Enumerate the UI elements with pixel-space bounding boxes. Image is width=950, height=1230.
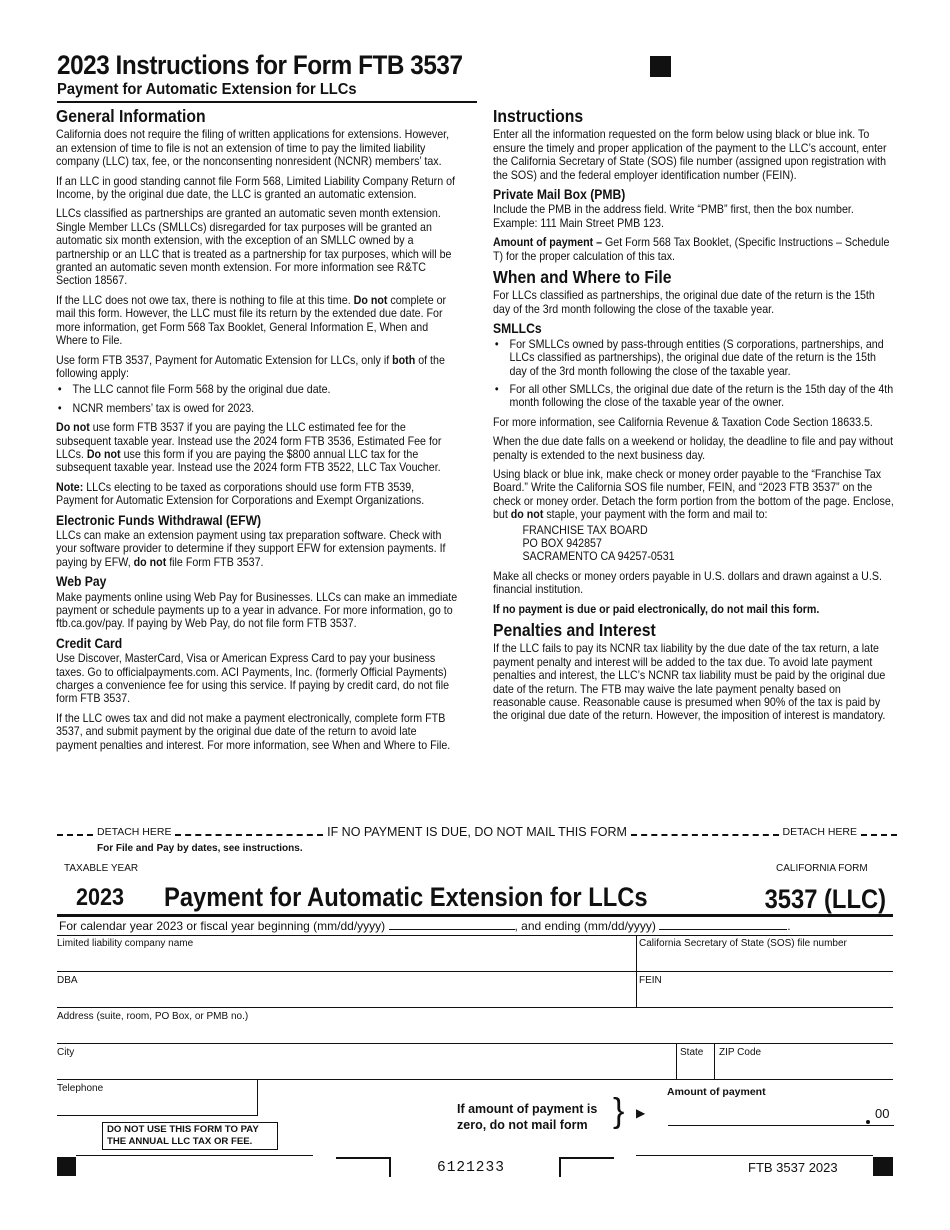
taxable-year-label: TAXABLE YEAR bbox=[64, 863, 139, 874]
checks-text: Make all checks or money orders payable in U.S. dollars and drawn against a U.S. financial institution. bbox=[493, 569, 882, 597]
address-line: PO BOX 942857 bbox=[522, 536, 602, 550]
credit-card-text2: If the LLC owes tax and did not make a payment electronically, complete form FTB 3537, and submit payment by the original due date of the return to avoid late payment penalties and interest. For more information, see When and Where to File. bbox=[56, 711, 451, 752]
general-heading: General Information bbox=[56, 106, 206, 126]
warning-box: DO NOT USE THIS FORM TO PAY THE ANNUAL LLC TAX OR FEE. bbox=[102, 1122, 278, 1150]
general-p5: Use form FTB 3537, Payment for Automatic Extension for LLCs, only if both of the following apply: bbox=[56, 353, 445, 380]
begin-date-field[interactable] bbox=[389, 920, 515, 930]
general-p2: If an LLC in good standing cannot file Form 568, Limited Liability Company Return of Income, by the original due date, the LLC is granted an automatic extension. bbox=[56, 174, 456, 202]
llc-name-field[interactable] bbox=[57, 950, 635, 970]
form-number: 3537 (LLC) bbox=[764, 884, 886, 914]
telephone-field[interactable] bbox=[57, 1094, 256, 1114]
list-item: • NCNR members’ tax is owed for 2023. bbox=[56, 402, 457, 415]
page-title: 2023 Instructions for Form FTB 3537 bbox=[57, 50, 463, 80]
field-rule bbox=[57, 1115, 258, 1116]
dash-segment bbox=[57, 834, 93, 836]
fein-field[interactable] bbox=[638, 986, 893, 1006]
mailing-address bbox=[493, 524, 894, 564]
city-label: City bbox=[57, 1047, 75, 1058]
right-column bbox=[493, 106, 895, 729]
penalties-heading: Penalties and Interest bbox=[493, 620, 656, 640]
field-divider bbox=[714, 1043, 715, 1079]
form-header-rule bbox=[57, 914, 893, 917]
ink-text: Using black or blue ink, make check or money order payable to the “Franchise Tax Board.” Write the California SOS file number, FEIN, and “2023 FTB 3537” on the check or money order. Detach the form portion from the bottom of the page. Enclose, but do not staple, your payment with the form and mail to: bbox=[493, 467, 894, 522]
credit-card-text: Use Discover, MasterCard, Visa or American Express Card to pay your business taxes. Go to officialpayments.com. ACI Payments, Inc. (formerly Official Payments) charges a convenience fee for using this service. If paying by credit card, do not file form FTB 3537. bbox=[56, 652, 450, 706]
field-rule bbox=[57, 971, 893, 972]
address-field[interactable] bbox=[57, 1022, 893, 1042]
zip-field[interactable] bbox=[716, 1058, 893, 1078]
detach-label-left: DETACH HERE bbox=[97, 826, 172, 838]
left-column bbox=[56, 106, 458, 758]
state-field[interactable] bbox=[678, 1058, 714, 1078]
fein-label: FEIN bbox=[639, 975, 662, 986]
page-subtitle: Payment for Automatic Extension for LLCs bbox=[57, 81, 357, 98]
general-p1: California does not require the filing of written applications for extensions. However, an extension of time to file is not an extension of time to pay the limited liability company (LLC) tax, fee, or the nonconsenting nonresident (NCNR) members’ tax. bbox=[56, 128, 450, 169]
dba-field[interactable] bbox=[57, 986, 635, 1006]
efw-heading: Electronic Funds Withdrawal (EFW) bbox=[56, 512, 262, 528]
field-rule bbox=[57, 1079, 893, 1080]
penalties-text: If the LLC fails to pay its NCNR tax liability by the due date of the tax return, a late payment penalty and interest will be added to the tax due. To avoid late payment penalties and interest, the LLC’s NCNR tax liability must be paid by the original due date of the return. The FTB may waive the late payment penalty based on reasonable cause. Reasonable cause is presumed when 90% of the tax is paid by the original due date of the return. However, the imposition of interest is mandatory. bbox=[493, 642, 886, 723]
address-line: FRANCHISE TAX BOARD bbox=[522, 523, 648, 537]
scan-line bbox=[636, 1155, 873, 1156]
general-p3: LLCs classified as partnerships are granted an automatic seven month extension. Single Member LLCs (SMLLCs) disregarded for tax purposes will be granted an automatic six month extension, with the exception of an SMLLC owned by a partnership or an LLC that is treated as a partnership for tax purposes, which will be granted an automatic seven month extension. For more information see R&TC Section 18567. bbox=[56, 207, 452, 288]
registration-mark bbox=[57, 1157, 76, 1176]
dba-label: DBA bbox=[57, 975, 78, 986]
california-form-label: CALIFORNIA FORM bbox=[776, 863, 868, 874]
detach-label-right: DETACH HERE bbox=[782, 826, 857, 838]
instructions-heading: Instructions bbox=[493, 106, 584, 126]
efw-text: LLCs can make an extension payment using tax preparation software. Check with your software provider to determine if they support EFW for extension payments. If paying by EFW, do not file Form FTB 3537. bbox=[56, 528, 446, 569]
when-heading: When and Where to File bbox=[493, 267, 672, 288]
brace-icon: } bbox=[613, 1092, 625, 1130]
amount-label: Amount of payment bbox=[667, 1086, 766, 1098]
list-item: • For all other SMLLCs, the original due date of the return is the 15th day of the 4th month following the close of the taxable year of the owner. bbox=[493, 383, 894, 410]
dash-segment bbox=[631, 834, 779, 836]
scan-bracket bbox=[559, 1157, 614, 1177]
telephone-label: Telephone bbox=[57, 1083, 104, 1094]
field-rule bbox=[57, 935, 893, 936]
title-rule bbox=[57, 101, 477, 103]
list-item: • The LLC cannot file Form 568 by the original due date. bbox=[56, 383, 457, 396]
sos-number-field[interactable] bbox=[638, 950, 893, 970]
pmb-text: Include the PMB in the address field. Write “PMB” first, then the box number. Example: 111 Main Street PMB 123. bbox=[493, 203, 854, 230]
weekend-text: When the due date falls on a weekend or holiday, the deadline to file and pay without penalty is extended to the next business day. bbox=[493, 435, 894, 462]
detach-warning: IF NO PAYMENT IS DUE, DO NOT MAIL THIS FORM bbox=[327, 825, 627, 839]
state-label: State bbox=[680, 1047, 704, 1058]
field-rule bbox=[57, 1007, 893, 1008]
amount-field[interactable] bbox=[668, 1104, 865, 1124]
general-p4: If the LLC does not owe tax, there is nothing to file at this time. Do not complete or mail this form. However, the LLC must file its return by the extended due date. For more information, get Form 568 Tax Booklet, General Information E, When and Where to File. bbox=[56, 293, 447, 348]
address-line: SACRAMENTO CA 94257-0531 bbox=[522, 550, 675, 564]
amount-text: Amount of payment – Get Form 568 Tax Booklet, (Specific Instructions – Schedule T) for the proper calculation of this tax. bbox=[493, 236, 890, 263]
period-label: For calendar year 2023 or fiscal year beginning (mm/dd/yyyy) , and ending (mm/dd/yyyy) . bbox=[59, 919, 791, 933]
form-year: 2023 bbox=[76, 884, 125, 911]
field-divider bbox=[676, 1043, 677, 1079]
smllc-list bbox=[493, 338, 895, 410]
detach-line bbox=[57, 825, 897, 839]
end-date-field[interactable] bbox=[659, 920, 787, 930]
field-rule bbox=[57, 1043, 893, 1044]
credit-card-heading: Credit Card bbox=[56, 635, 123, 651]
registration-mark bbox=[873, 1157, 893, 1176]
file-pay-note: For File and Pay by dates, see instructions. bbox=[97, 843, 303, 854]
address-label: Address (suite, room, PO Box, or PMB no.) bbox=[57, 1011, 249, 1022]
instructions-text: Enter all the information requested on the form below using black or blue ink. To ensure the timely and proper application of the payment to the LLC’s account, enter the California Secretary of State (SOS) file number (assigned upon registration with the SOS) and the federal employer identification number (FEIN). bbox=[493, 128, 887, 182]
list-item: • For SMLLCs owned by pass-through entities (S corporations, partnerships, and LLCs classified as partnerships), the original due date of the return is the 15th day of the 3rd month following the close of the taxable year. bbox=[493, 338, 894, 378]
smllc-heading: SMLLCs bbox=[493, 321, 542, 337]
footer-form-code: FTB 3537 2023 bbox=[748, 1160, 838, 1175]
dash-segment bbox=[861, 834, 897, 836]
dash-segment bbox=[175, 834, 323, 836]
scan-line bbox=[76, 1155, 313, 1156]
when-text: For LLCs classified as partnerships, the original due date of the return is the 15th day of the 3rd month following the close of the taxable year. bbox=[493, 289, 875, 316]
form-title: Payment for Automatic Extension for LLCs bbox=[164, 882, 648, 912]
field-divider bbox=[257, 1079, 258, 1116]
general-p6: Do not use form FTB 3537 if you are paying the LLC estimated fee for the subsequent taxable year. Instead use the 2024 form FTB 3536, Estimated Fee for LLCs. Do not use this form if you are paying the $800 annual LLC tax for the subsequent taxable year. Instead use the 2024 form FTB 3522, LLC Tax Voucher. bbox=[56, 421, 442, 475]
conditions-list bbox=[56, 383, 458, 415]
sos-number-label: California Secretary of State (SOS) file number bbox=[639, 938, 847, 949]
zero-payment-note: If amount of payment is zero, do not mail form bbox=[457, 1102, 598, 1132]
pmb-heading: Private Mail Box (PMB) bbox=[493, 187, 626, 203]
webpay-text: Make payments online using Web Pay for Businesses. LLCs can make an immediate payment or schedule payments up to a year in advance. For more information, go to ftb.ca.gov/pay. If paying by Web Pay, do not file form FTB 3537. bbox=[56, 590, 458, 631]
registration-mark bbox=[650, 56, 671, 77]
barcode-number: 6121233 bbox=[437, 1160, 505, 1176]
amount-rule bbox=[668, 1125, 894, 1126]
decimal-dot bbox=[866, 1120, 870, 1124]
arrow-right-icon: ▶ bbox=[636, 1106, 646, 1120]
webpay-heading: Web Pay bbox=[56, 574, 107, 590]
city-field[interactable] bbox=[57, 1058, 675, 1078]
zip-label: ZIP Code bbox=[719, 1047, 762, 1058]
amount-cents: 00 bbox=[875, 1106, 890, 1121]
no-payment-text: If no payment is due or paid electronically, do not mail this form. bbox=[493, 602, 820, 616]
more-info-text: For more information, see California Revenue & Taxation Code Section 18633.5. bbox=[493, 415, 873, 429]
general-note: Note: LLCs electing to be taxed as corporations should use form FTB 3539, Payment for Automatic Extension for Corporations and Exempt Organizations. bbox=[56, 480, 425, 508]
llc-name-label: Limited liability company name bbox=[57, 938, 194, 949]
scan-bracket bbox=[336, 1157, 391, 1177]
